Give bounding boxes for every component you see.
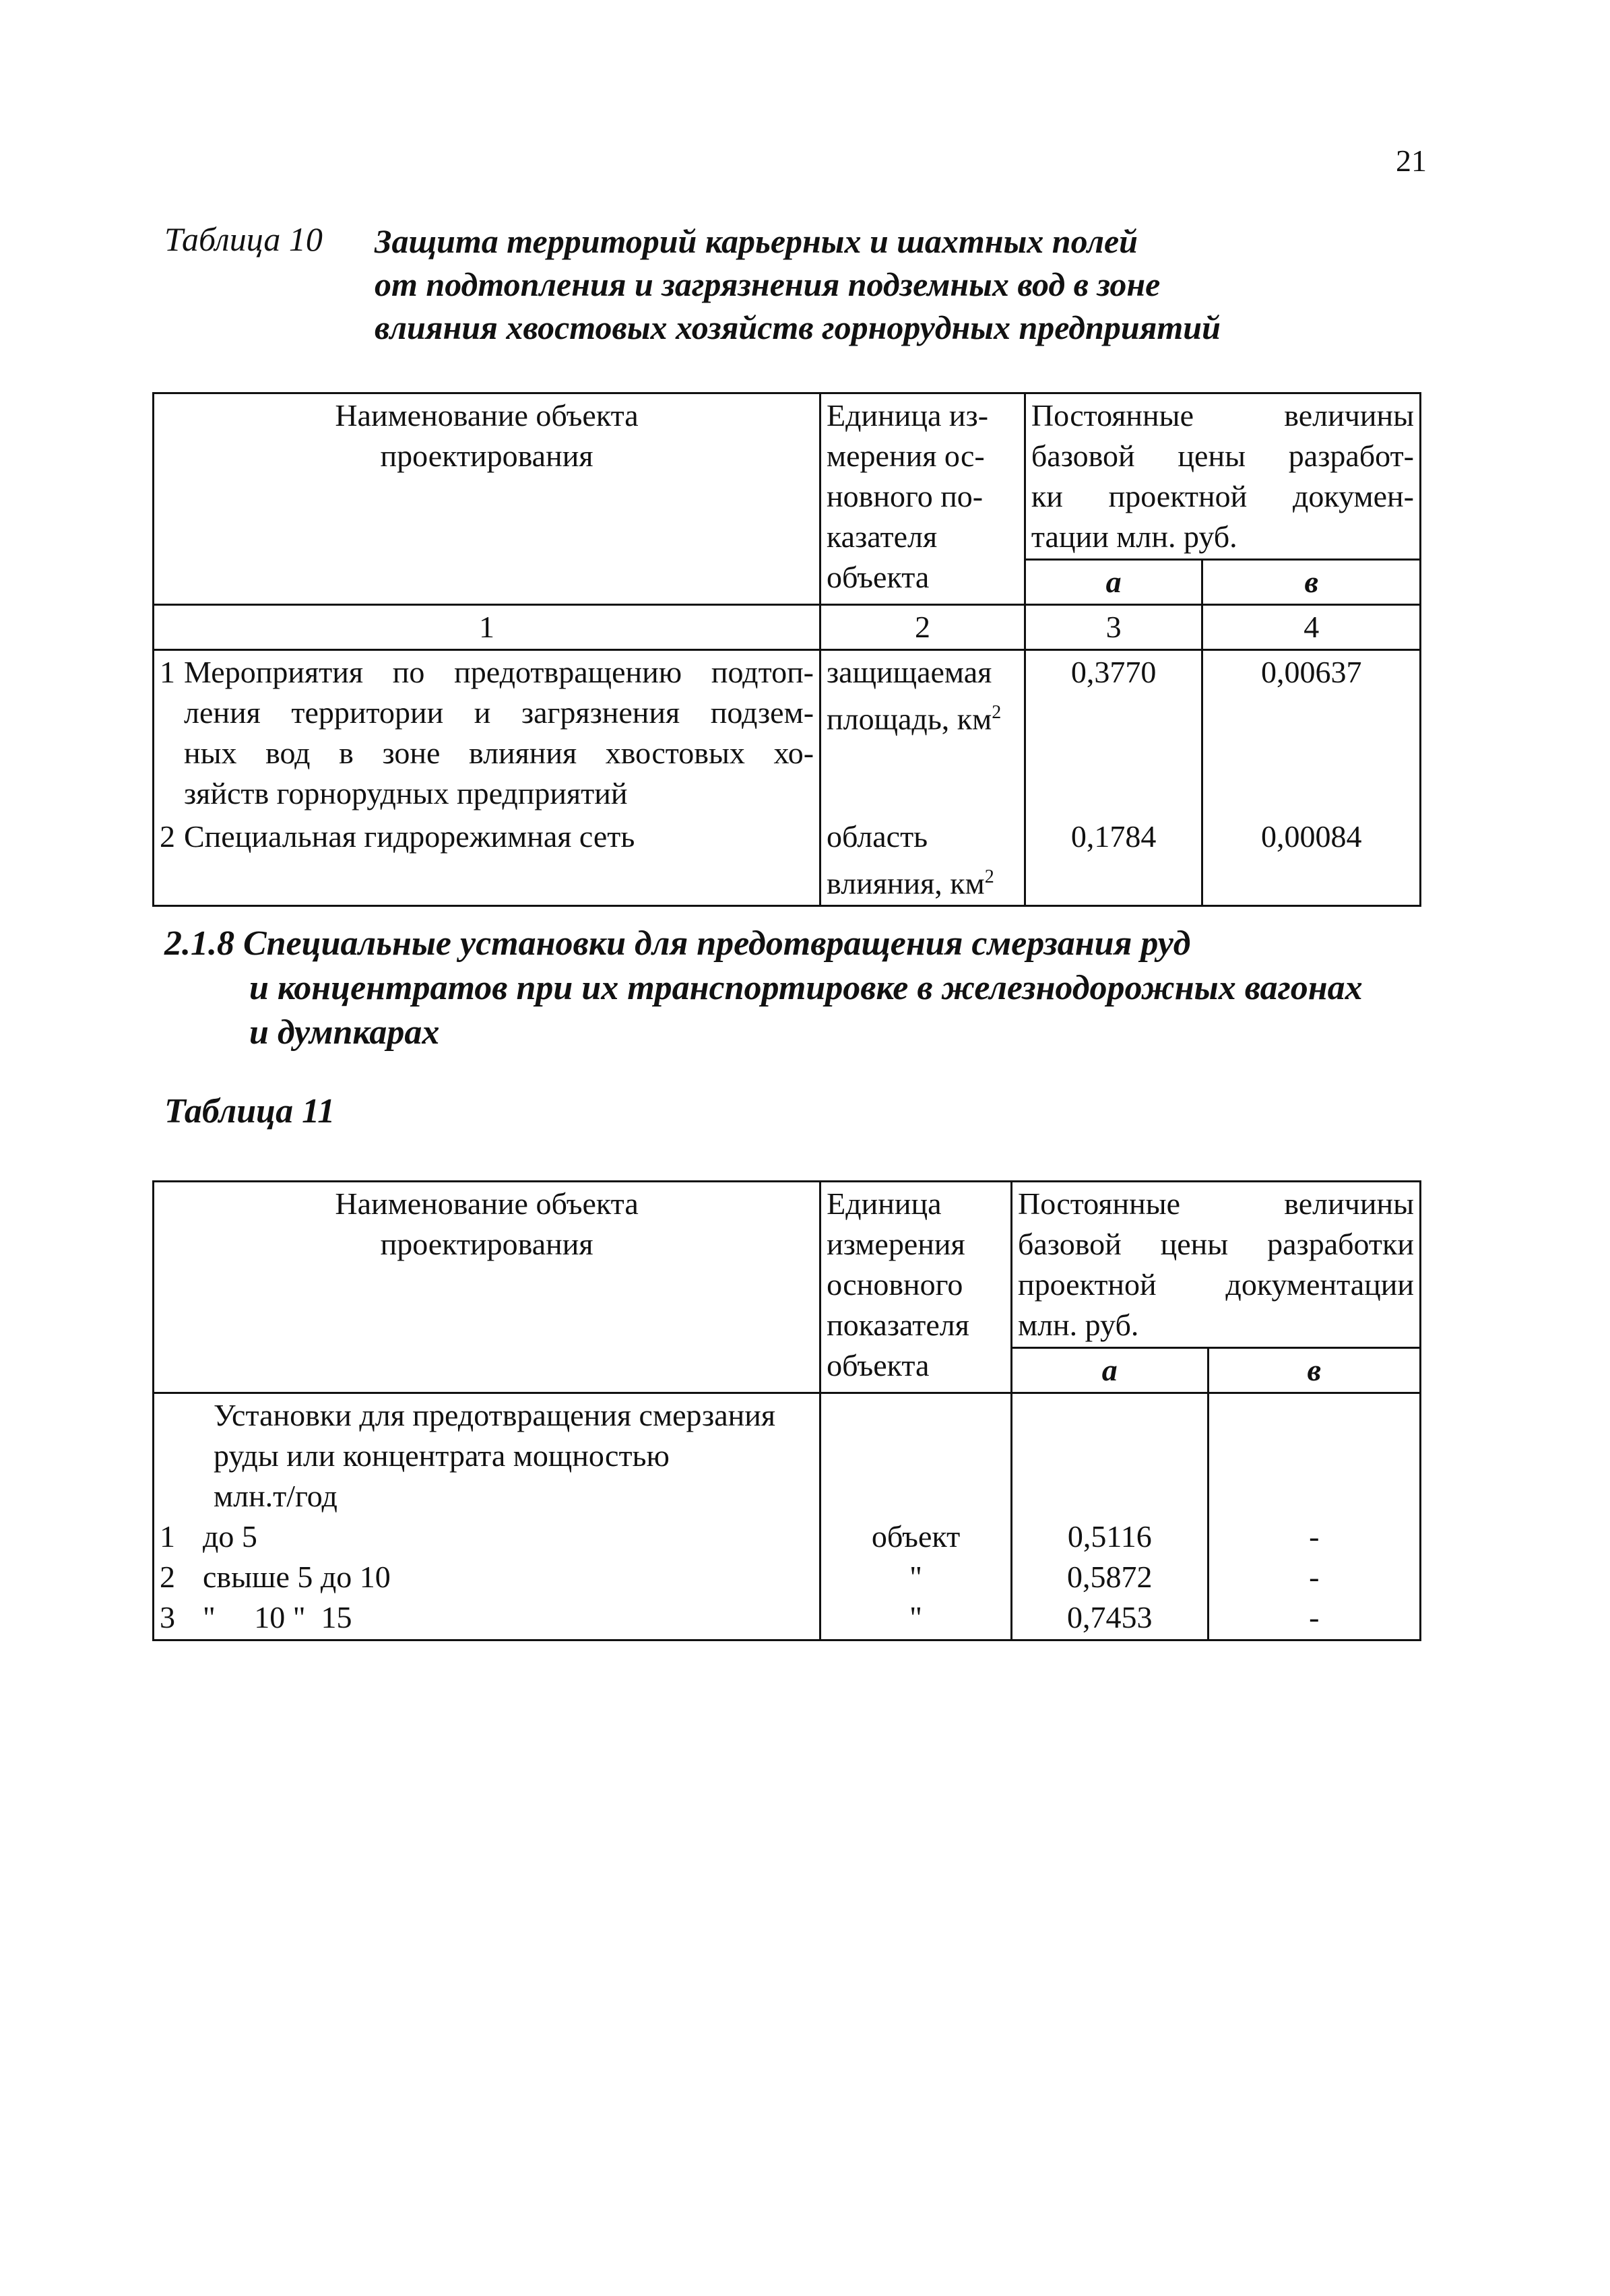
row-unit-line: площадь, км <box>827 701 992 736</box>
header-line: млн. руб. <box>1017 1308 1139 1342</box>
table-row <box>160 1557 814 1597</box>
header-line: новного по- <box>827 479 984 513</box>
row-number: 1 <box>160 655 175 689</box>
row-number: 3 <box>160 1600 175 1634</box>
row-name-line: ления территории и загрязнения подзем- <box>184 695 814 730</box>
header-line: Наименование объекта <box>335 1186 639 1221</box>
table11-header-a: а <box>1011 1348 1208 1393</box>
row-unit: " <box>909 1560 922 1594</box>
row-name-line: Мероприятия по предотвращению подтоп- <box>184 655 814 689</box>
group-line: руды или концентрата мощностью <box>214 1438 670 1473</box>
table10-header-name <box>154 393 820 605</box>
table11-body-unit <box>820 1393 1012 1640</box>
header-line: Единица из- <box>827 398 989 433</box>
table-row <box>154 815 1421 906</box>
table11-header-unit <box>820 1182 1012 1393</box>
header-line: ки проектной докумен- <box>1031 479 1414 513</box>
section-title-line: и думпкарах <box>249 1013 440 1052</box>
header-line: основного <box>827 1267 963 1302</box>
table10-row2-v: 0,00084 <box>1202 815 1421 906</box>
section-title-line: и концентратов при их транспортировке в железнодорожных вагонах <box>249 969 1363 1007</box>
row-value-a: 0,7453 <box>1067 1600 1153 1634</box>
table10-row1-a: 0,3770 <box>1025 650 1202 816</box>
table10-title-line: от подтопления и загрязнения подземных вод в зоне <box>375 265 1161 303</box>
table11-header-name <box>154 1182 820 1393</box>
table11-header-price <box>1011 1182 1420 1348</box>
table10 <box>152 392 1421 907</box>
table10-header-unit <box>820 393 1025 605</box>
row-value-v: - <box>1309 1560 1320 1594</box>
table10-col-number: 4 <box>1202 605 1421 650</box>
header-line: базовой цены разработки <box>1017 1227 1414 1261</box>
table11-body-a <box>1011 1393 1208 1640</box>
header-line: показателя <box>827 1308 969 1342</box>
header-line: проектной документации <box>1017 1267 1414 1302</box>
table10-label: Таблица 10 <box>164 220 323 258</box>
row-value-v: - <box>1309 1600 1320 1634</box>
table10-col-number: 1 <box>154 605 820 650</box>
page-number: 21 <box>1396 144 1427 178</box>
section-heading <box>164 922 1444 1055</box>
table-row <box>154 650 1421 816</box>
table11-body-v <box>1208 1393 1420 1640</box>
table10-header-v: в <box>1202 560 1421 605</box>
row-name: до 5 <box>203 1519 257 1554</box>
header-line: Постоянные величины <box>1017 1186 1414 1221</box>
group-line: Установки для предотвращения смерзания <box>214 1398 776 1432</box>
table-row <box>160 1597 814 1638</box>
table10-col-number: 2 <box>820 605 1025 650</box>
table-row <box>160 1517 814 1557</box>
group-line: млн.т/год <box>214 1479 337 1513</box>
table10-title <box>375 220 1466 349</box>
row-unit: " <box>909 1600 922 1634</box>
row-unit-line: защищаемая <box>827 655 992 689</box>
table10-header-a: а <box>1025 560 1202 605</box>
table10-row2-name <box>154 815 820 906</box>
table11-header-v: в <box>1208 1348 1420 1393</box>
header-line: проектирования <box>380 1227 593 1261</box>
table10-row1-name <box>154 650 820 816</box>
table11-label: Таблица 11 <box>164 1092 335 1130</box>
header-line: объекта <box>827 1348 930 1382</box>
row-value-v: - <box>1309 1519 1320 1554</box>
row-name: " 10 " 15 <box>203 1600 352 1634</box>
header-line: мерения ос- <box>827 439 985 473</box>
header-line: Постоянные величины <box>1031 398 1414 433</box>
table11-body-name <box>154 1393 820 1640</box>
row-name-line: зяйств горнорудных предприятий <box>184 776 628 810</box>
table10-col-number: 3 <box>1025 605 1202 650</box>
unit-superscript: 2 <box>992 702 1002 723</box>
row-name: свыше 5 до 10 <box>203 1560 391 1594</box>
table11 <box>152 1180 1421 1641</box>
row-unit-line: влияния, км <box>827 866 985 901</box>
header-line: тации млн. руб. <box>1031 519 1237 554</box>
table10-row1-unit <box>820 650 1025 816</box>
row-value-a: 0,5116 <box>1067 1519 1152 1554</box>
section-number: 2.1.8 <box>164 924 234 963</box>
row-number: 1 <box>160 1519 175 1554</box>
header-line: объекта <box>827 560 930 594</box>
header-line: Единица <box>827 1186 942 1221</box>
table10-header-price <box>1025 393 1420 560</box>
row-number: 2 <box>160 1560 175 1594</box>
header-line: Наименование объекта <box>335 398 639 433</box>
table10-row1-v: 0,00637 <box>1202 650 1421 816</box>
header-line: измерения <box>827 1227 965 1261</box>
row-name-line: Специальная гидрорежимная сеть <box>184 819 635 854</box>
row-unit-line: область <box>827 819 928 854</box>
section-title-line: Специальные установки для предотвращения смерзания руд <box>243 924 1191 963</box>
table10-title-line: Защита территорий карьерных и шахтных полей <box>375 222 1138 260</box>
row-unit: объект <box>871 1519 961 1554</box>
row-value-a: 0,5872 <box>1067 1560 1153 1594</box>
row-name-line: ных вод в зоне влияния хвостовых хо- <box>184 736 814 770</box>
header-line: базовой цены разработ- <box>1031 439 1414 473</box>
table10-title-line: влияния хвостовых хозяйств горнорудных предприятий <box>375 309 1221 346</box>
table10-row2-a: 0,1784 <box>1025 815 1202 906</box>
header-line: казателя <box>827 519 938 554</box>
table10-row2-unit <box>820 815 1025 906</box>
unit-superscript: 2 <box>984 866 994 887</box>
row-number: 2 <box>160 819 175 854</box>
header-line: проектирования <box>380 439 593 473</box>
